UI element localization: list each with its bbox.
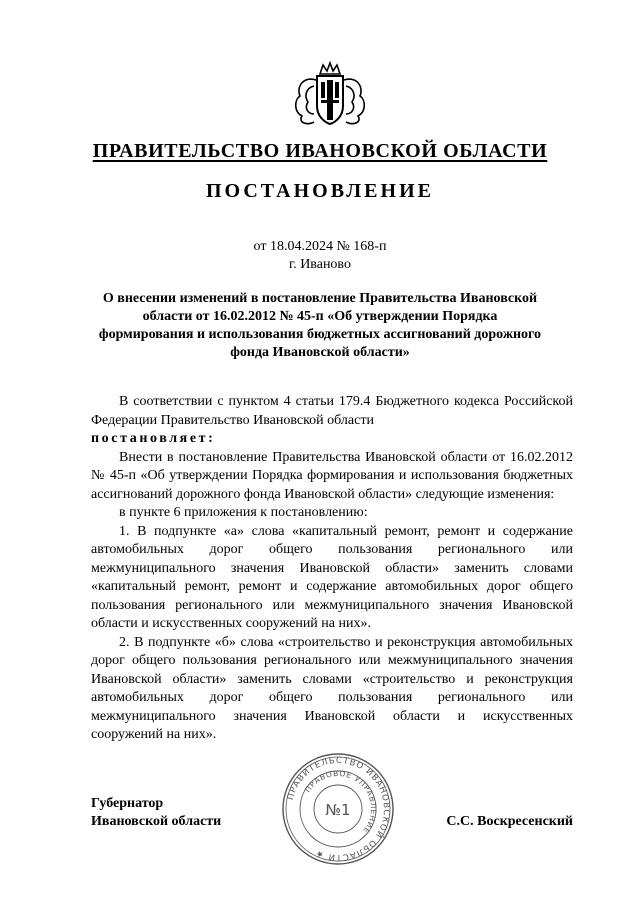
organization-heading	[0, 140, 640, 163]
signer-title-line2: Ивановской области	[91, 814, 222, 829]
city: г. Иваново	[289, 257, 351, 272]
preamble-paragraph	[91, 393, 573, 430]
body-paragraph: 2. В подпункте «б» слова «строительство и реконструкция автомобильных дорог общего пользования регионального или межмуниципального значения Ивановской области» заменить словами «строительство и реконструкция автомобильных дорог общего пользования регионального или межмуниципального значения Ивановской области и искусственных сооружений на них».	[91, 634, 573, 742]
stamp-inner-text: ПРАВОВОЕ УПРАВЛЕНИЕ	[303, 768, 379, 836]
document-title: О внесении изменений в постановление Правительства Ивановской области от 16.02.2012 № 45-п «Об утверждении Порядка формирования и использования бюджетных ассигнований дорожного фонда Ивановской области»	[98, 291, 542, 360]
resolves-line	[91, 430, 573, 449]
body-paragraph: Внести в постановление Правительства Ивановской области от 16.02.2012 № 45-п «Об утверждении Порядка формирования и использования бюджетных ассигнований дорожного фонда Ивановской области» следующие изменения:	[91, 449, 573, 502]
signer-title	[91, 795, 221, 831]
official-stamp	[281, 752, 395, 866]
stamp-center-number: №1	[325, 801, 351, 819]
coat-of-arms-icon	[290, 60, 370, 128]
body-paragraph: в пункте 6 приложения к постановлению:	[119, 505, 368, 520]
preamble-text: В соответствии с пунктом 4 статьи 179.4 Бюджетного кодекса Российской Федерации Правительство Ивановской области	[91, 394, 573, 428]
signer-title-line1: Губернатор	[91, 796, 164, 811]
stamp-outer-text: ПРАВИТЕЛЬСТВО ИВАНОВСКОЙ ОБЛАСТИ ★	[285, 755, 392, 863]
document-meta	[0, 238, 640, 274]
organization-name: ПРАВИТЕЛЬСТВО ИВАНОВСКОЙ ОБЛАСТИ	[92, 140, 548, 162]
document-type: ПОСТАНОВЛЕНИЕ	[206, 180, 434, 202]
resolves-word: постановляет:	[91, 431, 216, 446]
body-paragraph: 1. В подпункте «а» слова «капитальный ремонт, ремонт и содержание автомобильных дорог общего пользования регионального или межмуниципального значения Ивановской области» заменить словами «капитальный ремонт, ремонт и содержание автомобильных дорог общего пользования регионального или межмуниципального значения Ивановской области и искусственных сооружений на них».	[91, 523, 573, 631]
signer-name: С.С. Воскресенский	[446, 814, 573, 829]
document-body	[91, 393, 573, 745]
date-number: от 18.04.2024 № 168-п	[253, 239, 387, 254]
